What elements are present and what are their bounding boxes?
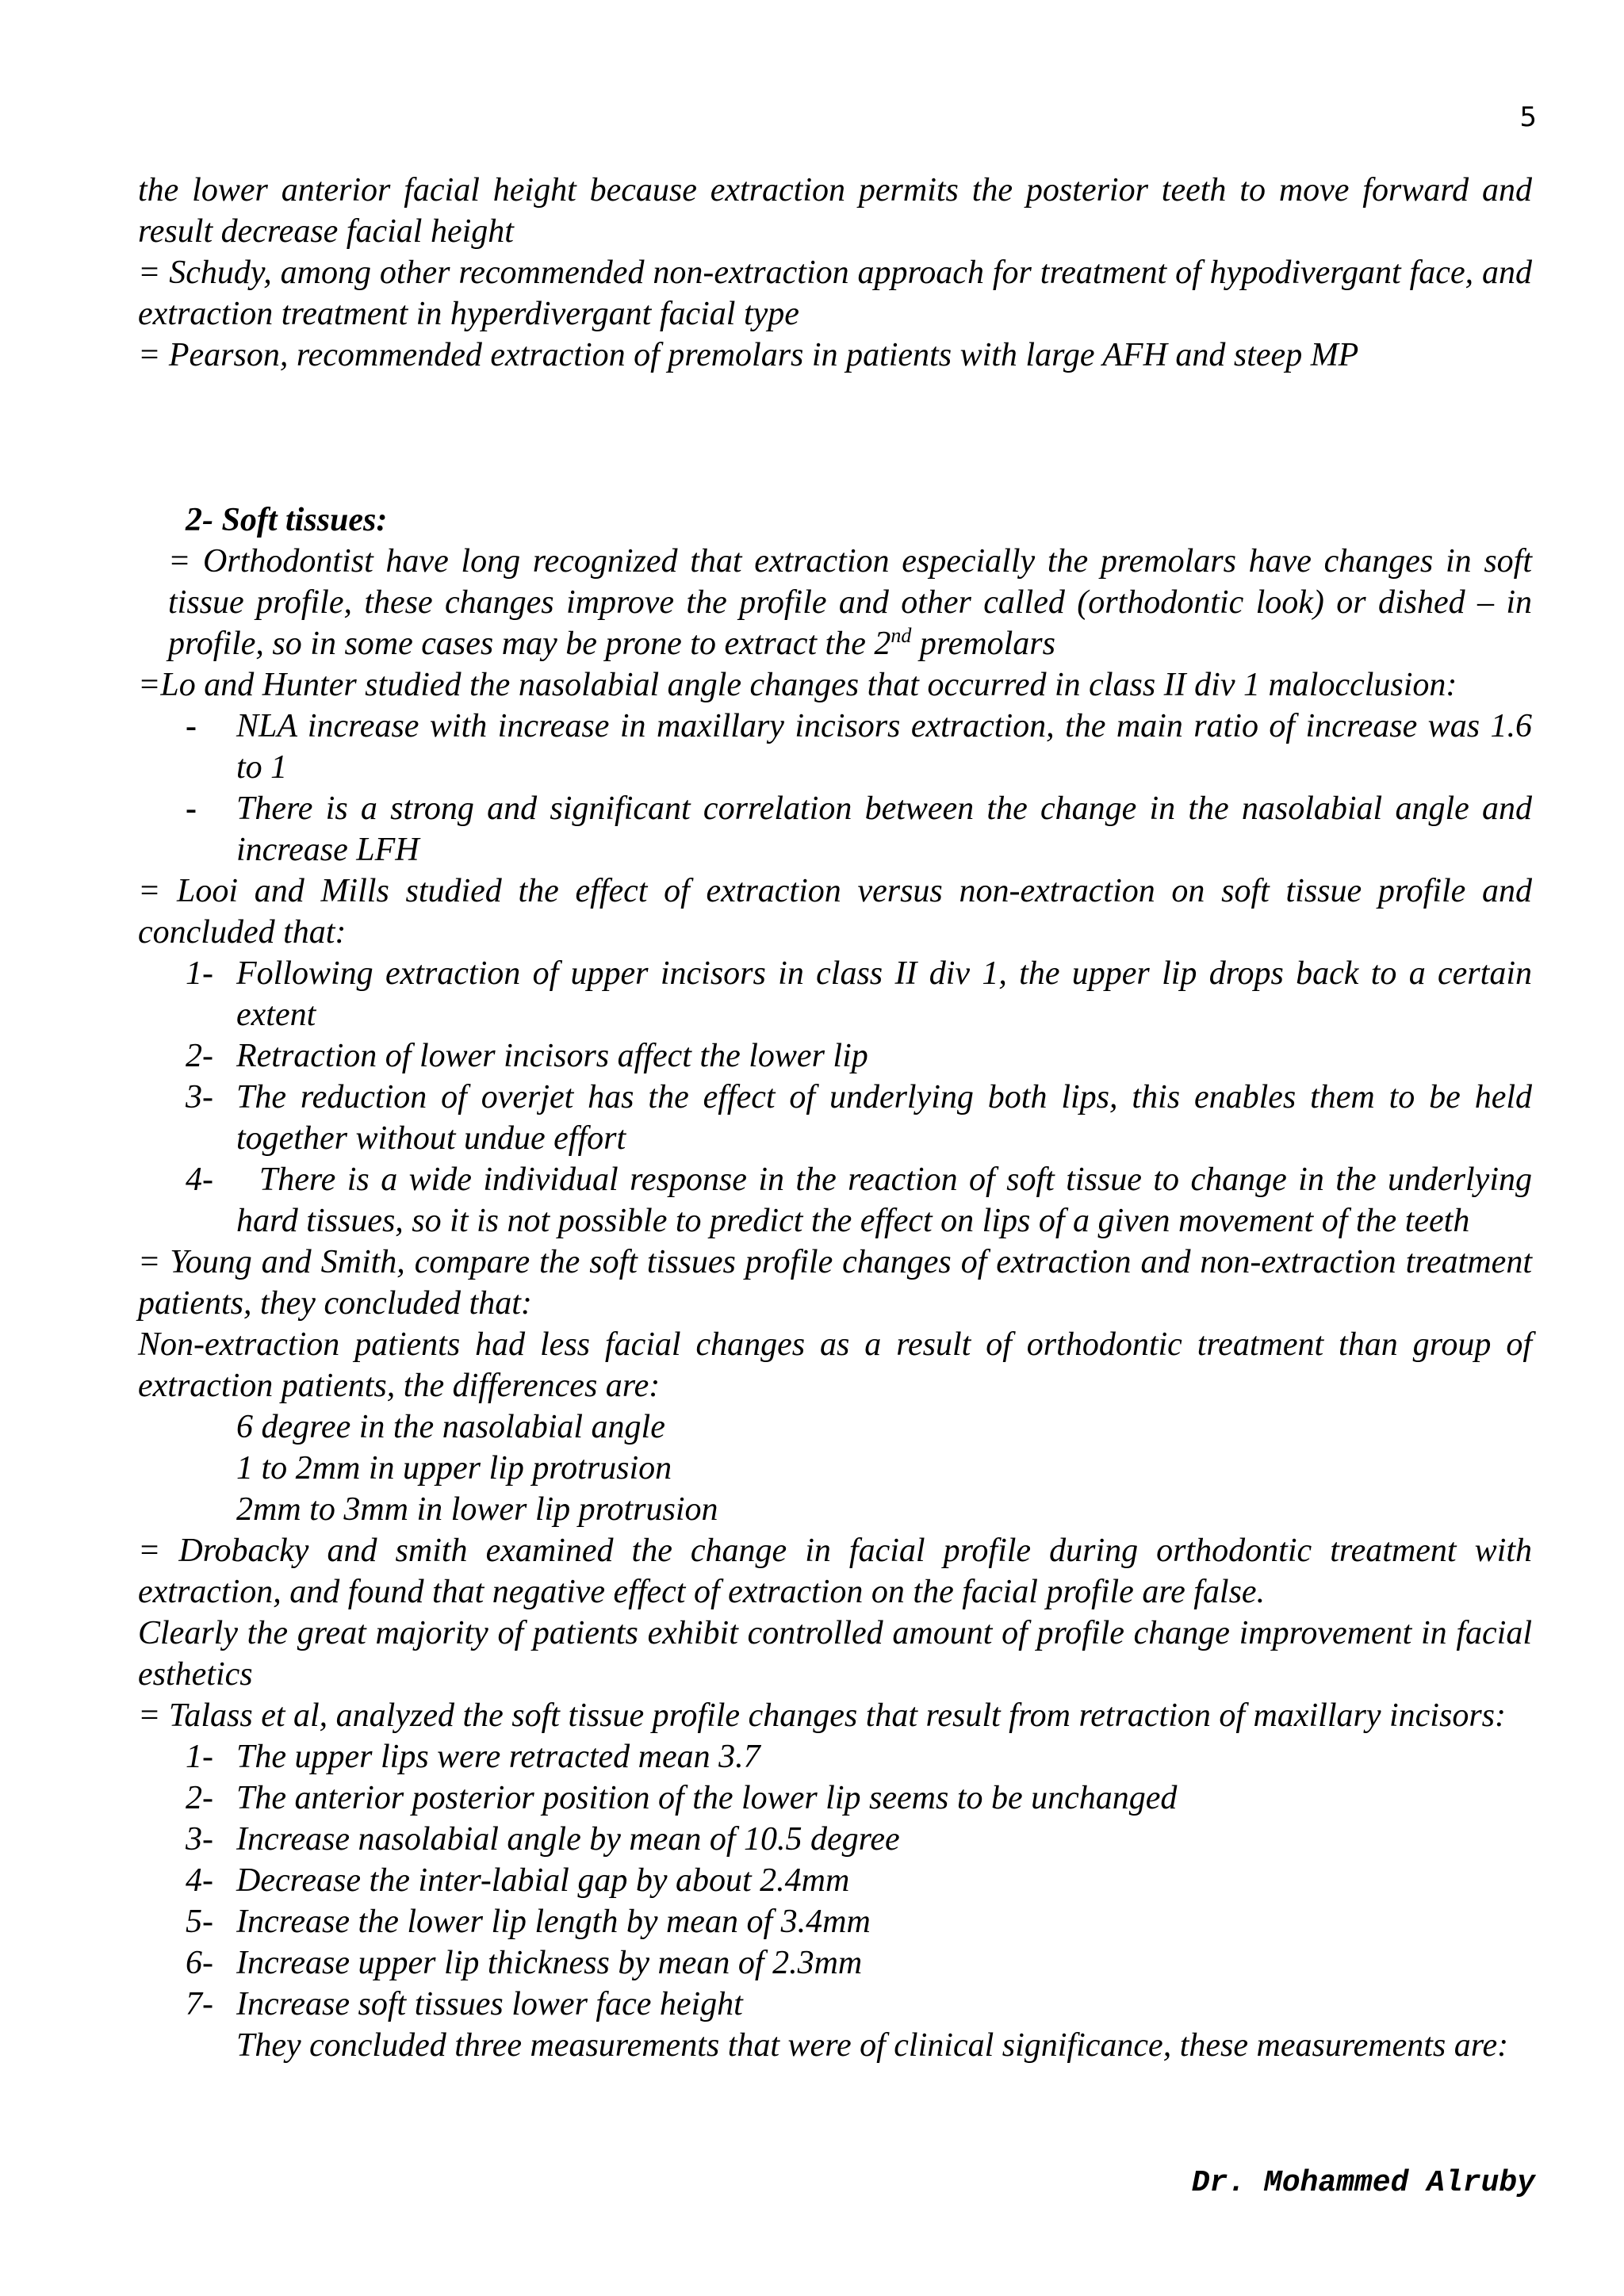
list-item-looi-3 (138, 1077, 1532, 1159)
paragraph-lo-hunter: =Lo and Hunter studied the nasolabial angle changes that occurred in class II div 1 malocclusion: (138, 667, 1457, 703)
list-item-looi-1 (138, 953, 1532, 1035)
list-item-talass-4 (138, 1860, 1532, 1901)
paragraph-schudy: = Schudy, among other recommended non-extraction approach for treatment of hypodivergant face, and extraction treatment in hyperdivergant facial type (138, 254, 1532, 332)
author-footer: Dr. Mohammed Alruby (1191, 2166, 1535, 2200)
list-item-bullet (138, 788, 1532, 871)
list-text: Increase upper lip thickness by mean of 2.3mm (236, 1945, 863, 1981)
paragraph-conclusion: They concluded three measurements that were of clinical significance, these measurements are: (236, 2027, 1509, 2064)
list-number: 4- (186, 1862, 213, 1899)
list-text: The upper lips were retracted mean 3.7 (236, 1739, 760, 1775)
list-text: Increase soft tissues lower face height (236, 1986, 743, 2022)
list-number: 1- (186, 1739, 213, 1775)
section-heading: 2- Soft tissues: (186, 502, 388, 538)
list-text: The reduction of overjet has the effect of underlying both lips, this enables them to be held together without undue effort (236, 1079, 1532, 1157)
list-item-talass-7 (138, 1984, 1532, 2025)
paragraph-orthodontist-end: premolars (911, 626, 1055, 662)
paragraph-young-smith: = Young and Smith, compare the soft tissues profile changes of extraction and non-extraction treatment patients, they concluded that: (138, 1244, 1532, 1322)
paragraph-pearson: = Pearson, recommended extraction of premolars in patients with large AFH and steep MP (138, 337, 1359, 373)
list-item-looi-2 (138, 1035, 1532, 1077)
list-number: 7- (186, 1986, 213, 2022)
difference-line: 6 degree in the nasolabial angle (236, 1409, 665, 1445)
list-text: Increase the lower lip length by mean of 3.4mm (236, 1904, 871, 1940)
list-text: Following extraction of upper incisors in class II div 1, the upper lip drops back to a certain extent (236, 955, 1532, 1033)
list-number: 2- (186, 1038, 213, 1074)
list-text: There is a wide individual response in the reaction of soft tissue to change in the underlying hard tissues, so it is not possible to predict the effect on lips of a given movement of the teeth (236, 1161, 1541, 1239)
list-number: 2- (186, 1780, 213, 1816)
bullet-text: There is a strong and significant correlation between the change in the nasolabial angle and increase LFH (236, 790, 1532, 868)
paragraph-looi-mills: = Looi and Mills studied the effect of extraction versus non-extraction on soft tissue profile and concluded that: (138, 873, 1532, 951)
difference-line: 2mm to 3mm in lower lip protrusion (236, 1491, 718, 1528)
list-item-talass-1 (138, 1736, 1532, 1777)
superscript-nd: nd (891, 624, 912, 647)
paragraph-talass: = Talass et al, analyzed the soft tissue profile changes that result from retraction of maxillary incisors: (138, 1697, 1506, 1734)
paragraph-orthodontist (138, 541, 1532, 664)
list-number: 3- (186, 1821, 213, 1858)
difference-line: 1 to 2mm in upper lip protrusion (236, 1450, 672, 1487)
list-item-talass-2 (138, 1777, 1532, 1819)
list-item-talass-6 (138, 1942, 1532, 1984)
list-number: 5- (186, 1904, 213, 1940)
list-item-bullet (138, 706, 1532, 788)
bullet-text: NLA increase with increase in maxillary incisors extraction, the main ratio of increase was 1.6 to 1 (236, 708, 1532, 786)
list-item-talass-5 (138, 1901, 1532, 1942)
page-number: 5 (1519, 101, 1537, 133)
spacer (138, 376, 1532, 499)
paragraph-intro-1: the lower anterior facial height because extraction permits the posterior teeth to move forward and result decrease facial height (138, 172, 1532, 250)
paragraph-drobacky: = Drobacky and smith examined the change in facial profile during orthodontic treatment with extraction, and found that negative effect of extraction on the facial profile are false. (138, 1533, 1532, 1610)
list-item-looi-4 (138, 1159, 1541, 1242)
list-text: The anterior posterior position of the lower lip seems to be unchanged (236, 1780, 1178, 1816)
list-number: 1- (186, 955, 213, 992)
paragraph-clearly: Clearly the great majority of patients exhibit controlled amount of profile change improvement in facial esthetics (138, 1615, 1532, 1693)
list-number: 6- (186, 1945, 213, 1981)
list-text: Increase nasolabial angle by mean of 10.5 degree (236, 1821, 900, 1858)
document-body (138, 170, 1541, 2066)
list-number: 3- (186, 1079, 213, 1115)
paragraph-non-extraction: Non-extraction patients had less facial changes as a result of orthodontic treatment than group of extraction patients, the differences are: (138, 1326, 1532, 1404)
list-text: Decrease the inter-labial gap by about 2.4mm (236, 1862, 850, 1899)
bullet-marker: - (186, 708, 197, 744)
list-text: Retraction of lower incisors affect the lower lip (236, 1038, 868, 1074)
paragraph-orthodontist-text: = Orthodontist have long recognized that extraction especially the premolars have changes in soft tissue profile, these changes improve the profile and other called (orthodontic look) or dished – in profile, so in some cases may be prone to extract the 2 (168, 543, 1532, 662)
list-number: 4- (186, 1161, 213, 1198)
list-item-talass-3 (138, 1819, 1532, 1860)
bullet-marker: - (186, 790, 197, 827)
